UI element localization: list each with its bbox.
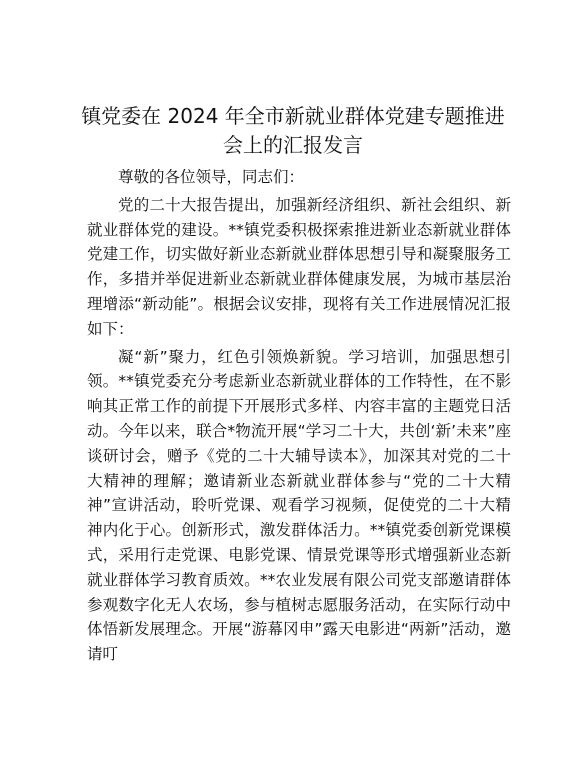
document-title-line-2: 会上的汇报发言 <box>223 133 363 157</box>
salutation: 尊敬的各位领导，同志们： <box>118 168 305 186</box>
document-title-line-1: 镇党委在 2024 年全市新就业群体党建专题推进 <box>81 104 505 128</box>
paragraph-2: 凝“新”聚力，红色引领焕新貌。学习培训，加强思想引领。**镇党委充分考虑新业态新就业群体的工作特性，在不影响其正常工作的前提下开展形式多样、内容丰富的主题党日活动。今年以来，联合*物流开展“学习二十大，共创‘新’未来”座谈研讨会，赠予《党的二十大辅导读本》，加深其对党的二十大精神的理解；邀请新业态新就业群体参与“党的二十大精神”宣讲活动，聆听党课、观看学习视频，促使党的二十大精神内化于心。创新形式，激发群体活力。**镇党委创新党课模式，采用行走党课、电影党课、情景党课等形式增强新业态新就业群体学习教育质效。**农业发展有限公司党支部邀请群体参观数字化无人农场，参与植树志愿服务活动，在实际行动中体悟新发展理念。开展“游幕冈申”露天电影进“两新”活动，邀请叮 <box>87 347 511 664</box>
paragraph-1: 党的二十大报告提出，加强新经济组织、新社会组织、新就业群体党的建设。**镇党委积极探索推进新业态新就业群体党建工作，切实做好新业态新就业群体思想引导和凝聚服务工作，多措并举促进新业态新就业群体健康发展，为城市基层治理增添“新动能”。根据会议安排，现将有关工作进展情况汇报如下： <box>87 195 511 338</box>
document-body <box>87 165 511 667</box>
